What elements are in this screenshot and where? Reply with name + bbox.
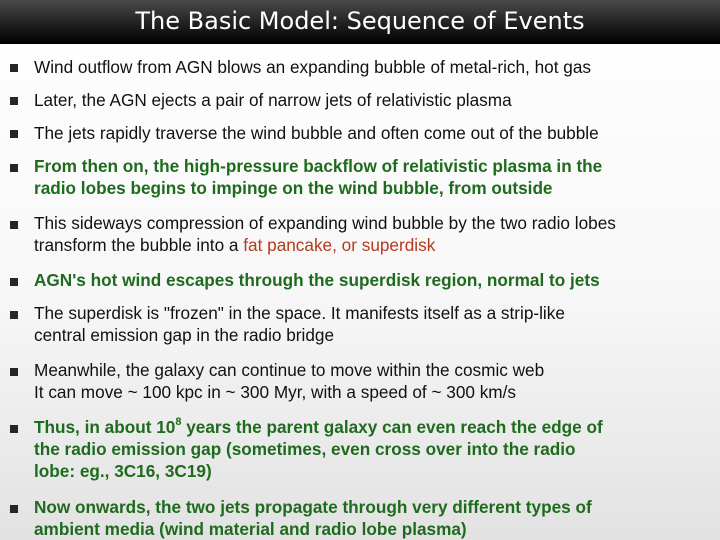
bullet-9-line-1a: Thus, in about 10 <box>34 417 176 437</box>
bullet-4-line-2: radio lobes begins to impinge on the wind bubble, from outside <box>34 178 553 198</box>
bullet-marker-icon <box>10 130 18 138</box>
superdisk-highlight: fat pancake, or superdisk <box>243 235 436 255</box>
bullet-5-line-1: This sideways compression of expanding wind bubble by the two radio lobes <box>34 213 616 233</box>
title-bar <box>0 0 720 44</box>
bullet-10-line-1: Now onwards, the two jets propagate through very different types of <box>34 497 592 517</box>
bullet-9-line-2: the radio emission gap (sometimes, even cross over into the radio <box>34 439 576 459</box>
bullet-marker-icon <box>10 221 18 229</box>
bullet-text-5 <box>34 212 718 256</box>
bullet-5-line-2 <box>34 234 718 256</box>
exponent-superscript: 8 <box>175 416 182 429</box>
bullet-marker-icon <box>10 164 18 172</box>
bullet-5-plain: transform the bubble into a <box>34 235 244 255</box>
bullet-text-6: AGN's hot wind escapes through the superdisk region, normal to jets <box>34 270 600 290</box>
bullet-7-line-2: central emission gap in the radio bridge <box>34 325 335 345</box>
bullet-text-1: Wind outflow from AGN blows an expanding bubble of metal-rich, hot gas <box>34 57 591 77</box>
bullet-marker-icon <box>10 64 18 72</box>
bullet-marker-icon <box>10 311 18 319</box>
bullet-7-line-1: The superdisk is "frozen" in the space. It manifests itself as a strip-like <box>34 303 565 323</box>
bullet-text-10 <box>34 496 718 540</box>
bullet-marker-icon <box>10 425 18 433</box>
bullet-text-2: Later, the AGN ejects a pair of narrow jets of relativistic plasma <box>34 90 512 110</box>
bullet-8-line-1: Meanwhile, the galaxy can continue to move within the cosmic web <box>34 360 545 380</box>
bullet-marker-icon <box>10 505 18 513</box>
bullet-text-9 <box>34 416 718 482</box>
slide-title: The Basic Model: Sequence of Events <box>135 7 585 35</box>
bullet-9-line-1b: years the parent galaxy can even reach the edge of <box>181 417 603 437</box>
bullet-marker-icon <box>10 97 18 105</box>
bullet-marker-icon <box>10 368 18 376</box>
bullet-marker-icon <box>10 278 18 286</box>
bullet-text-8 <box>34 359 718 403</box>
bullet-text-7 <box>34 302 718 346</box>
bullet-text-4 <box>34 155 718 199</box>
bullet-4-line-1: From then on, the high-pressure backflow of relativistic plasma in the <box>34 156 603 176</box>
bullet-10-line-2: ambient media (wind material and radio lobe plasma) <box>34 519 467 539</box>
bullet-9-line-1 <box>34 416 718 438</box>
bullet-text-3: The jets rapidly traverse the wind bubble and often come out of the bubble <box>34 123 599 143</box>
bullet-8-line-2: It can move ~ 100 kpc in ~ 300 Myr, with a speed of ~ 300 km/s <box>34 382 516 402</box>
bullet-9-line-3: lobe: eg., 3C16, 3C19) <box>34 461 212 481</box>
